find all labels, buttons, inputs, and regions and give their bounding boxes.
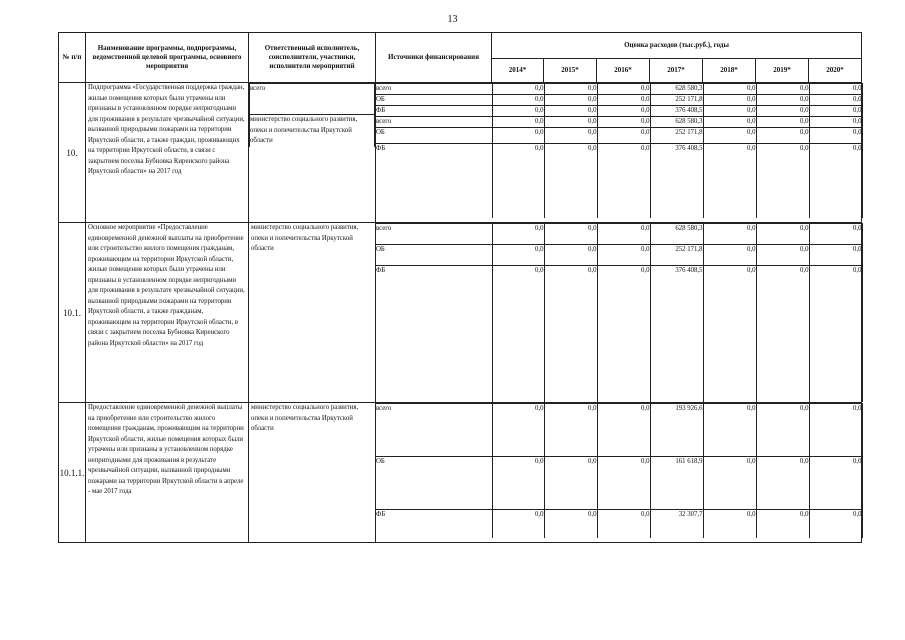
value-cell: 0,0 — [492, 404, 544, 457]
header-executor: Ответственный исполнитель, соисполнители, участники, исполнители мероприятий — [249, 33, 376, 83]
value-cell: 0,0 — [492, 117, 544, 128]
value-cell: 0,0 — [703, 144, 756, 219]
header-year: 2017* — [650, 59, 703, 83]
values-row — [376, 245, 862, 266]
value-cell: 0,0 — [809, 224, 862, 245]
budget-table — [58, 32, 862, 543]
value-cell: 0,0 — [756, 95, 809, 106]
value-cell: 0,0 — [544, 117, 597, 128]
value-cell: 0,0 — [544, 95, 597, 106]
table-row — [59, 403, 862, 543]
value-cell: 628 580,3 — [650, 224, 703, 245]
value-cell: 376 408,5 — [650, 106, 703, 117]
value-cell: 0,0 — [809, 266, 862, 403]
value-cell: 32 307,7 — [650, 510, 703, 539]
value-cell: 0,0 — [492, 224, 544, 245]
header-year: 2016* — [597, 59, 650, 83]
value-cell: 0,0 — [703, 404, 756, 457]
value-cell: 0,0 — [809, 95, 862, 106]
value-cell: ФБ — [376, 510, 492, 539]
value-cell: 252 171,8 — [650, 95, 703, 106]
value-cell: 0,0 — [809, 404, 862, 457]
value-cell: 0,0 — [544, 84, 597, 95]
header-year: 2019* — [756, 59, 809, 83]
value-cell: 0,0 — [703, 245, 756, 266]
value-cell: 0,0 — [703, 224, 756, 245]
value-cell: всего — [376, 117, 492, 128]
table-row — [59, 223, 862, 403]
values-row — [376, 128, 862, 144]
header-year: 2014* — [492, 59, 544, 83]
value-cell: 0,0 — [597, 457, 650, 510]
value-cell: 0,0 — [492, 144, 544, 219]
value-cell: 0,0 — [809, 457, 862, 510]
table-row — [59, 83, 862, 223]
row-executor: министерство социального развития, опеки и попечительства Иркутской области — [249, 223, 376, 403]
value-cell: 0,0 — [809, 510, 862, 539]
value-cell: 0,0 — [756, 84, 809, 95]
header-num: № п/п — [59, 33, 86, 83]
value-cell: 376 408,5 — [650, 144, 703, 219]
values-block — [376, 83, 863, 218]
value-cell: 0,0 — [809, 106, 862, 117]
value-cell: 0,0 — [703, 117, 756, 128]
value-cell: 0,0 — [756, 404, 809, 457]
value-cell: 0,0 — [544, 128, 597, 144]
value-cell: 0,0 — [492, 106, 544, 117]
row-name: Подпрограмма «Государственная поддержка граждан, жилые помещения которых были утрачены или признаны в установленном порядке непригодными для проживания в результате чрезвычайной ситуации, вызванной природными пожарами на территории Иркутской области, а также граждан, проживающих на территории Иркутской области, в связи с закрытием поселка Бубновка Киренского района Иркутской области» на 2017 год — [86, 83, 249, 223]
value-cell: 0,0 — [809, 84, 862, 95]
value-cell: 0,0 — [756, 117, 809, 128]
value-cell: 0,0 — [544, 266, 597, 403]
value-cell: 0,0 — [492, 457, 544, 510]
value-cell: 0,0 — [756, 510, 809, 539]
value-cell: 628 580,3 — [650, 84, 703, 95]
value-cell: 0,0 — [597, 106, 650, 117]
value-cell: 0,0 — [756, 128, 809, 144]
value-cell: 0,0 — [544, 144, 597, 219]
values-row — [376, 117, 862, 128]
value-cell: 0,0 — [597, 84, 650, 95]
value-cell: 0,0 — [597, 245, 650, 266]
value-cell: 0,0 — [703, 128, 756, 144]
value-cell: 252 171,8 — [650, 128, 703, 144]
value-cell: 0,0 — [597, 95, 650, 106]
value-cell: 0,0 — [597, 117, 650, 128]
value-cell: ОБ — [376, 245, 492, 266]
row-name: Предоставление единовременной денежной выплаты на приобретение или строительство жилого помещения гражданам, проживающим на территории Иркутской области, жилые помещения которых были утрачены или признаны в установленном порядке непригодными для проживания в результате чрезвычайной ситуации, вызванной природными пожарами на территории Иркутской области в апреле - мае 2017 года — [86, 403, 249, 543]
values-row — [376, 106, 862, 117]
row-name: Основное мероприятие «Предоставление единовременной денежной выплаты на приобретение или строительство жилого помещения гражданам, проживающим на территории Иркутской области, жилые помещения которых были утрачены или признаны в установленном порядке непригодными для проживания в результате чрезвычайной ситуации, вызванной природными пожарами на территории Иркутской области, а также гражданам, проживающим на территории Иркутской области, в связи с закрытием поселка Бубновка Киренского района Иркутской области» на 2017 год — [86, 223, 249, 403]
value-cell: 0,0 — [809, 128, 862, 144]
value-cell: 0,0 — [703, 266, 756, 403]
header-year: 2018* — [703, 59, 756, 83]
header-name: Наименование программы, подпрограммы, ведомственной целевой программы, основного мероприятия — [86, 33, 249, 83]
value-cell: 252 171,8 — [650, 245, 703, 266]
row-executor — [249, 83, 376, 223]
header-year: 2015* — [544, 59, 597, 83]
row-number: 10.1. — [59, 223, 86, 403]
value-cell: 0,0 — [544, 245, 597, 266]
row-number: 10.1.1. — [59, 403, 86, 543]
value-cell: 0,0 — [809, 117, 862, 128]
value-cell: всего — [376, 404, 492, 457]
value-cell: 161 618,9 — [650, 457, 703, 510]
value-cell: 0,0 — [703, 510, 756, 539]
value-cell: 193 926,6 — [650, 404, 703, 457]
value-cell: 0,0 — [756, 144, 809, 219]
value-cell: всего — [376, 224, 492, 245]
value-cell: всего — [376, 84, 492, 95]
value-cell: 0,0 — [492, 510, 544, 539]
value-cell: 0,0 — [492, 266, 544, 403]
values-block — [376, 223, 863, 402]
page-number: 13 — [447, 14, 458, 25]
value-cell: 0,0 — [756, 457, 809, 510]
row-executor: министерство социального развития, опеки и попечительства Иркутской области — [249, 403, 376, 543]
value-cell: 0,0 — [544, 106, 597, 117]
value-cell: 0,0 — [756, 266, 809, 403]
value-cell: 0,0 — [703, 457, 756, 510]
values-row — [376, 144, 862, 219]
values-row — [376, 404, 862, 457]
value-cell: 0,0 — [756, 106, 809, 117]
value-cell: 0,0 — [703, 84, 756, 95]
header-estimate: Оценка расходов (тыс.руб.), годы — [492, 33, 862, 59]
value-cell: ФБ — [376, 266, 492, 403]
value-cell: 628 580,3 — [650, 117, 703, 128]
value-cell: 0,0 — [597, 510, 650, 539]
values-row — [376, 84, 862, 95]
values-row — [376, 224, 862, 245]
value-cell: 0,0 — [492, 95, 544, 106]
value-cell: ОБ — [376, 128, 492, 144]
header-year: 2020* — [809, 59, 862, 83]
value-cell: 0,0 — [492, 245, 544, 266]
value-cell: ОБ — [376, 457, 492, 510]
value-cell: 0,0 — [544, 457, 597, 510]
values-row — [376, 95, 862, 106]
values-row — [376, 266, 862, 403]
value-cell: 0,0 — [597, 128, 650, 144]
value-cell: 0,0 — [703, 95, 756, 106]
header-source: Источники финансирования — [376, 33, 492, 83]
row-number: 10. — [59, 83, 86, 223]
value-cell: 376 408,5 — [650, 266, 703, 403]
value-cell: 0,0 — [703, 106, 756, 117]
value-cell: 0,0 — [597, 404, 650, 457]
value-cell: 0,0 — [544, 404, 597, 457]
value-cell: 0,0 — [809, 245, 862, 266]
value-cell: 0,0 — [756, 224, 809, 245]
value-cell: 0,0 — [492, 84, 544, 95]
value-cell: 0,0 — [544, 224, 597, 245]
executor-ministry: министерство социального развития, опеки и попечительства Иркутской области — [250, 115, 375, 147]
value-cell: ОБ — [376, 95, 492, 106]
value-cell: 0,0 — [809, 144, 862, 219]
value-cell: 0,0 — [597, 144, 650, 219]
value-cell: ФБ — [376, 144, 492, 219]
value-cell: 0,0 — [597, 266, 650, 403]
values-row — [376, 457, 862, 510]
value-cell: 0,0 — [756, 245, 809, 266]
values-row — [376, 510, 862, 539]
values-block — [376, 403, 863, 538]
value-cell: ФБ — [376, 106, 492, 117]
value-cell: 0,0 — [544, 510, 597, 539]
executor-total: всего — [250, 84, 375, 115]
value-cell: 0,0 — [597, 224, 650, 245]
value-cell: 0,0 — [492, 128, 544, 144]
